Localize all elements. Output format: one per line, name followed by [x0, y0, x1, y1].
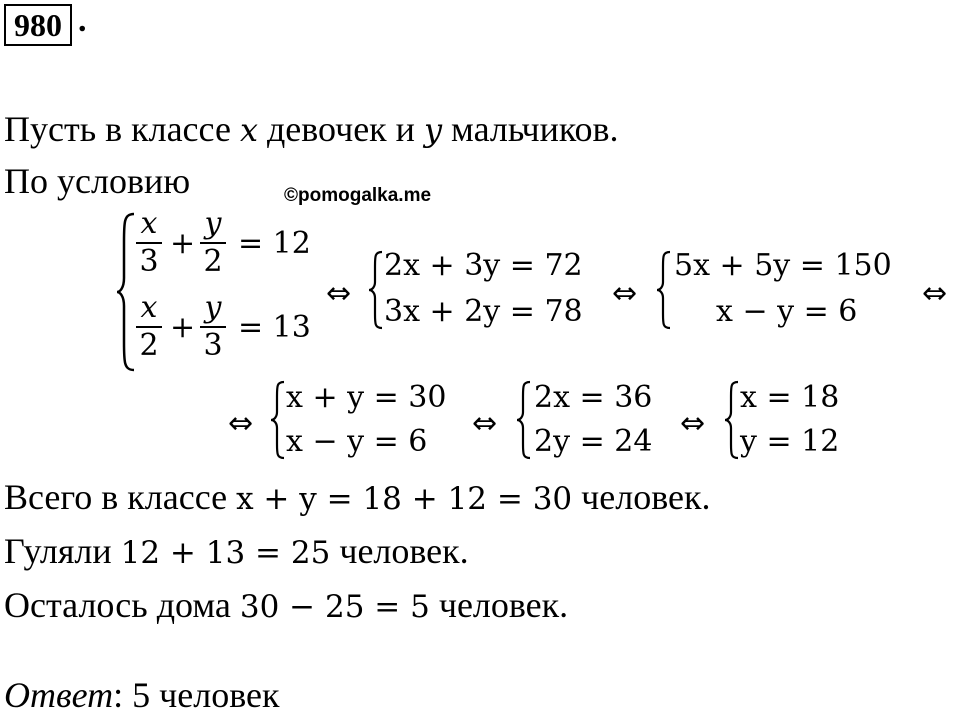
numerator: x: [140, 206, 158, 241]
intro-line: [4, 108, 619, 150]
system3-row2: x − y = 6: [716, 294, 858, 329]
left-brace-icon: [724, 380, 740, 460]
system5-row2: 2y = 24: [534, 424, 653, 459]
equiv-arrow: ⇔: [472, 406, 498, 441]
problem-number-dot: .: [78, 2, 87, 39]
fraction-y-over-3: [200, 290, 226, 364]
answer-colon: :: [113, 675, 124, 715]
left-brace-icon: [368, 250, 384, 330]
var-x: x: [239, 111, 258, 149]
numerator: y: [204, 290, 222, 325]
total-text: Всего в классе: [4, 477, 237, 517]
equiv-arrow: ⇔: [680, 406, 706, 441]
system1-row2-rhs: = 13: [238, 310, 311, 345]
equiv-arrow: ⇔: [228, 406, 254, 441]
walked-text: Гуляли: [4, 531, 121, 571]
total-line: [4, 476, 710, 518]
system2-row1: 2x + 3y = 72: [384, 248, 583, 283]
system1-row1-rhs: = 12: [238, 226, 311, 261]
plus-sign: +: [170, 310, 196, 345]
left-brace-icon: [270, 380, 286, 460]
intro-text-2: девочек и: [257, 109, 424, 149]
home-math: 30 − 25 = 5: [239, 589, 430, 625]
fraction-x-over-3: [136, 206, 162, 280]
walked-line: [4, 530, 469, 572]
system5-row1: 2x = 36: [534, 380, 653, 415]
total-math: x + y = 18 + 12 = 30: [236, 481, 573, 517]
numerator: x: [140, 290, 158, 325]
home-line: [4, 584, 568, 626]
denominator: 3: [136, 242, 162, 280]
plus-sign: +: [170, 226, 196, 261]
var-y: y: [423, 111, 443, 149]
answer-label: Ответ: [4, 675, 114, 715]
intro-text-3: мальчиков.: [442, 109, 619, 149]
system2-row2: 3x + 2y = 78: [384, 294, 583, 329]
left-brace-icon: [656, 250, 672, 330]
answer-line: [4, 674, 279, 716]
fraction-x-over-2: [136, 290, 162, 364]
intro-text-1: Пусть в классе: [4, 109, 240, 149]
system4-row1: x + y = 30: [286, 380, 447, 415]
equiv-arrow: ⇔: [612, 276, 638, 311]
walked-suffix: человек.: [330, 531, 469, 571]
numerator: y: [204, 206, 222, 241]
system6-row2: y = 12: [740, 424, 840, 459]
home-text: Осталось дома: [4, 585, 240, 625]
system3-row1: 5x + 5y = 150: [674, 248, 892, 283]
denominator: 3: [200, 326, 226, 364]
equiv-arrow: ⇔: [922, 276, 948, 311]
denominator: 2: [200, 242, 226, 280]
equiv-arrow: ⇔: [326, 276, 352, 311]
denominator: 2: [136, 326, 162, 364]
walked-math: 12 + 13 = 25: [120, 535, 331, 571]
left-brace-icon: [516, 380, 532, 460]
system6-row1: x = 18: [740, 380, 840, 415]
problem-number: 980: [4, 4, 72, 46]
condition-label: По условию: [4, 161, 191, 201]
watermark: ©pomogalka.me: [284, 185, 432, 206]
fraction-y-over-2: [200, 206, 226, 280]
system4-row2: x − y = 6: [286, 424, 428, 459]
left-brace-icon: [116, 212, 136, 372]
answer-value: 5 человек: [123, 675, 280, 715]
total-suffix: человек.: [572, 477, 711, 517]
home-suffix: человек.: [429, 585, 569, 625]
